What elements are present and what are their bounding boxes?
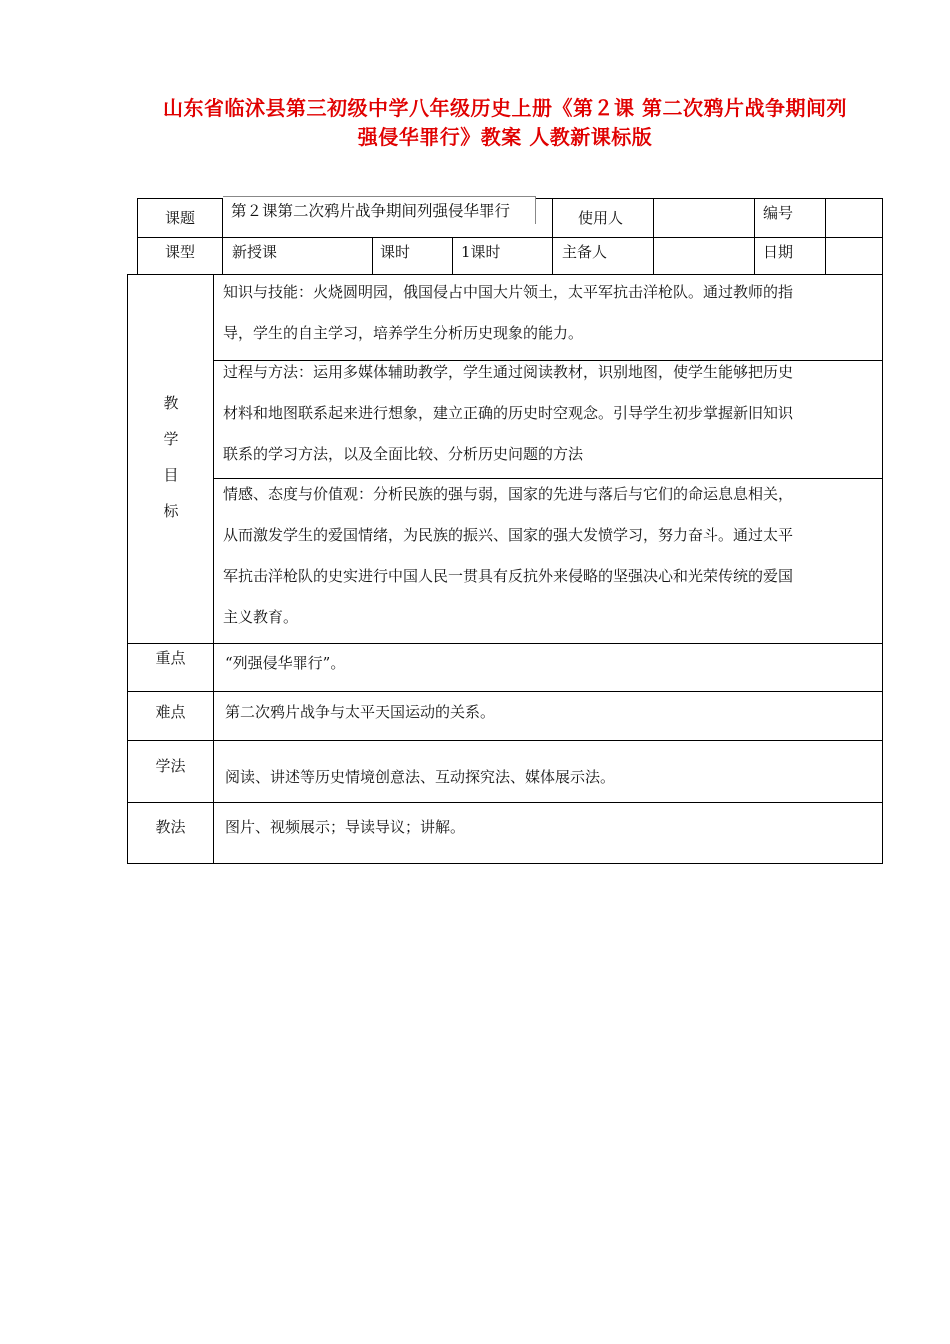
table-row-divider	[127, 691, 883, 692]
teach-method-value: 图片、视频展示；导读导议；讲解。	[225, 818, 466, 836]
hours-value: 1课时	[461, 243, 501, 261]
document-title	[120, 94, 890, 152]
table-col-divider	[452, 237, 453, 274]
key-point-label: 重点	[155, 649, 186, 667]
topic-label: 课题	[164, 209, 195, 227]
title-line-1: 山东省临沭县第三初级中学八年级历史上册《第２课 第二次鸦片战争期间列	[163, 96, 847, 120]
title-line-2: 强侵华罪行》教案 人教新课标版	[357, 125, 653, 149]
study-method-value: 阅读、讲述等历史情境创意法、互动探究法、媒体展示法。	[225, 768, 616, 786]
table-row-divider	[127, 643, 883, 644]
topic-value: 第２课第二次鸦片战争期间列强侵华罪行	[223, 196, 536, 224]
hours-label: 课时	[380, 243, 411, 261]
table-row-divider	[137, 237, 883, 238]
objective-emotion: 情感、态度与价值观：分析民族的强与弱，国家的先进与落后与它们的命运息息相关， 从而激发学生的爱国情绪，为民族的振兴、国家的强大发愤学习，努力奋斗。通过太平 军抗击洋枪队的史实进行中国人民一贯具有反抗外来侵略的坚强决心和光荣传统的爱国 主义教育。	[223, 485, 794, 626]
number-label: 编号	[763, 204, 794, 222]
teach-method-label: 教法	[155, 818, 186, 836]
objectives-label: 教 学 目 标	[163, 394, 179, 520]
difficulty-label: 难点	[155, 703, 186, 721]
table-col-divider	[213, 274, 214, 864]
table-col-divider	[754, 198, 755, 274]
type-value: 新授课	[232, 243, 278, 261]
table-col-divider	[825, 198, 826, 274]
preparer-label: 主备人	[562, 243, 608, 261]
table-row-divider	[127, 802, 883, 803]
table-col-divider	[653, 198, 654, 274]
difficulty-value: 第二次鸦片战争与太平天国运动的关系。	[225, 703, 496, 721]
table-col-divider	[372, 237, 373, 274]
type-label: 课型	[164, 243, 195, 261]
objective-process: 过程与方法：运用多媒体辅助教学，学生通过阅读教材，识别地图，使学生能够把历史 材料和地图联系起来进行想象，建立正确的历史时空观念。引导学生初步掌握新旧知识 联系的学习方法，以及全面比较、分析历史问题的方法	[223, 363, 794, 463]
table-col-divider	[552, 198, 553, 274]
key-point-value: “列强侵华罪行”。	[225, 654, 346, 672]
table-border-bottom	[127, 863, 883, 864]
objective-knowledge: 知识与技能：火烧圆明园，俄国侵占中国大片领土，太平军抗击洋枪队。通过教师的指 导，学生的自主学习，培养学生分析历史现象的能力。	[223, 283, 794, 342]
user-label: 使用人	[578, 209, 624, 227]
study-method-label: 学法	[155, 757, 186, 775]
table-row-divider	[127, 740, 883, 741]
date-label: 日期	[763, 243, 794, 261]
